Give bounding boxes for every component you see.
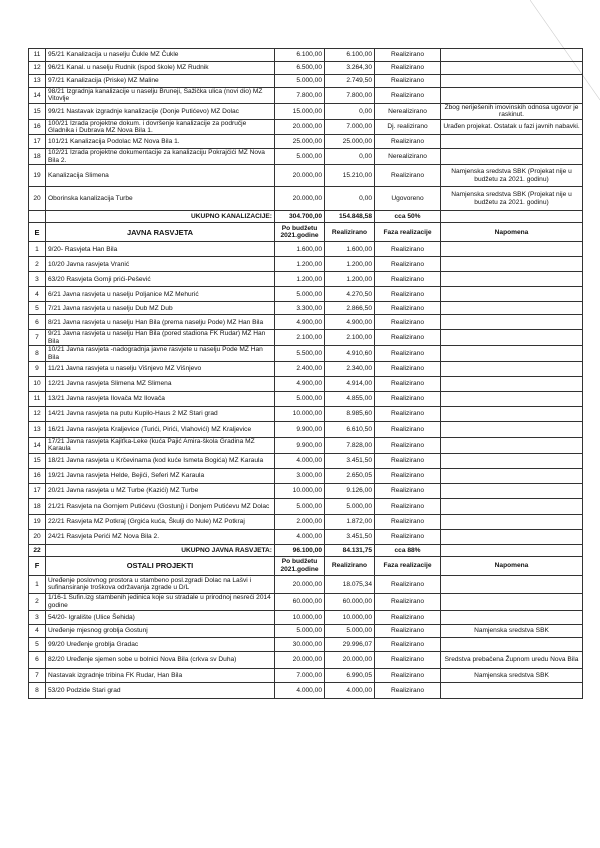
row-number: 2 xyxy=(29,257,46,272)
realized-amount: 9.126,00 xyxy=(325,483,375,498)
row-number: 3 xyxy=(29,610,46,624)
row-number: 5 xyxy=(29,302,46,315)
row-number: 1 xyxy=(29,575,46,593)
budget-amount: 20.000,00 xyxy=(275,119,325,135)
realized-amount: 6.990,05 xyxy=(325,668,375,682)
table-row xyxy=(29,119,583,135)
realization-phase: Realizirano xyxy=(375,49,441,62)
row-number: 8 xyxy=(29,346,46,362)
table-row xyxy=(29,651,583,668)
budget-amount: 2.100,00 xyxy=(275,330,325,346)
table-row xyxy=(29,377,583,392)
project-description: 99/20 Uređenje groblja Gradac xyxy=(46,637,275,651)
table-row xyxy=(29,529,583,544)
realized-amount: 2.866,50 xyxy=(325,302,375,315)
realization-phase: Realizirano xyxy=(375,624,441,637)
project-description: 14/21 Javna rasvjeta na putu Kupilo-Haus 2 MZ Stari grad xyxy=(46,407,275,422)
budget-amount: 10.000,00 xyxy=(275,407,325,422)
project-description: 13/21 Javna rasvjeta Ilovača Mz Ilovača xyxy=(46,392,275,407)
row-note xyxy=(441,272,583,287)
table-row xyxy=(29,165,583,187)
section-letter: E xyxy=(29,223,46,242)
realization-phase: Realizirano xyxy=(375,75,441,88)
budget-amount: 3.300,00 xyxy=(275,302,325,315)
row-note xyxy=(441,514,583,529)
budget-amount: 2.400,00 xyxy=(275,362,325,377)
row-number: 19 xyxy=(29,165,46,187)
realized-column-header: Realizirano xyxy=(325,556,375,575)
budget-report-page xyxy=(28,48,582,699)
realization-phase: Realizirano xyxy=(375,302,441,315)
realization-phase: Realizirano xyxy=(375,362,441,377)
project-description: Nastavak izgradnje tribina FK Rudar, Han Bila xyxy=(46,668,275,682)
budget-amount: 1.600,00 xyxy=(275,242,325,257)
row-number: 18 xyxy=(29,498,46,514)
realized-amount: 2.100,00 xyxy=(325,330,375,346)
realization-phase: Realizirano xyxy=(375,483,441,498)
row-number: 14 xyxy=(29,88,46,104)
realization-phase: Realizirano xyxy=(375,593,441,610)
budget-amount: 5.000,00 xyxy=(275,498,325,514)
realization-phase: Realizirano xyxy=(375,330,441,346)
realized-amount: 18.075,34 xyxy=(325,575,375,593)
table-row xyxy=(29,346,583,362)
row-note xyxy=(441,453,583,468)
budget-amount: 5.000,00 xyxy=(275,624,325,637)
table-row xyxy=(29,242,583,257)
realization-phase: Realizirano xyxy=(375,529,441,544)
realization-phase: Realizirano xyxy=(375,242,441,257)
table-row xyxy=(29,362,583,377)
row-number: 11 xyxy=(29,392,46,407)
row-number: 13 xyxy=(29,75,46,88)
table-row xyxy=(29,422,583,438)
project-description: 17/21 Javna rasvjeta Kajiťka-Leke (kuća Pajić Amira-škola Gradina MZ Karaula xyxy=(46,438,275,454)
row-note xyxy=(441,49,583,62)
realized-amount: 5.000,00 xyxy=(325,624,375,637)
row-number: 13 xyxy=(29,422,46,438)
project-description: 98/21 Izgradnja kanalizacije u naselju Bruneji, Sažička ulica (novi dio) MZ Vitovlje xyxy=(46,88,275,104)
project-description: 53/20 Podzide Stari grad xyxy=(46,682,275,698)
budget-amount: 2.000,00 xyxy=(275,514,325,529)
budget-amount: 6.500,00 xyxy=(275,62,325,75)
realized-amount: 3.451,50 xyxy=(325,453,375,468)
row-number: 19 xyxy=(29,514,46,529)
budget-amount: 60.000,00 xyxy=(275,593,325,610)
project-description: 54/20- Igralište (Ulice Šehida) xyxy=(46,610,275,624)
row-number: 12 xyxy=(29,62,46,75)
realized-amount: 2.749,50 xyxy=(325,75,375,88)
budget-amount: 9.900,00 xyxy=(275,438,325,454)
project-description: Uređenje mjesnog groblja Gostunj xyxy=(46,624,275,637)
row-note xyxy=(441,346,583,362)
realized-amount: 8.985,60 xyxy=(325,407,375,422)
row-number xyxy=(29,211,46,223)
row-note xyxy=(441,377,583,392)
project-description: 7/21 Javna rasvjeta u naselju Dub MZ Dub xyxy=(46,302,275,315)
realized-amount: 0,00 xyxy=(325,187,375,211)
row-note xyxy=(441,529,583,544)
budget-amount: 1.200,00 xyxy=(275,257,325,272)
budget-amount: 20.000,00 xyxy=(275,165,325,187)
table-row xyxy=(29,315,583,330)
row-note xyxy=(441,149,583,165)
table-row xyxy=(29,637,583,651)
realized-amount: 4.000,00 xyxy=(325,682,375,698)
section-letter: F xyxy=(29,556,46,575)
budget-amount: 4.000,00 xyxy=(275,529,325,544)
row-number: 20 xyxy=(29,529,46,544)
budget-amount: 20.000,00 xyxy=(275,575,325,593)
realized-amount: 1.872,00 xyxy=(325,514,375,529)
section-header-row xyxy=(29,556,583,575)
row-number: 16 xyxy=(29,119,46,135)
realized-amount: 0,00 xyxy=(325,103,375,119)
realized-amount: 6.100,00 xyxy=(325,49,375,62)
table-row xyxy=(29,610,583,624)
budget-column-header: Po budžetu 2021.godine xyxy=(275,556,325,575)
project-description: 11/21 Javna rasvjeta u naselju Višnjevo MZ Višnjevo xyxy=(46,362,275,377)
total-row xyxy=(29,211,583,223)
realization-phase: Realizirano xyxy=(375,88,441,104)
budget-amount: 9.900,00 xyxy=(275,422,325,438)
row-note xyxy=(441,575,583,593)
table-row xyxy=(29,257,583,272)
row-number: 10 xyxy=(29,377,46,392)
realization-phase: Realizirano xyxy=(375,62,441,75)
table-row xyxy=(29,682,583,698)
budget-amount: 5.000,00 xyxy=(275,75,325,88)
budget-amount: 5.000,00 xyxy=(275,149,325,165)
section-title: JAVNA RASVJETA xyxy=(46,223,275,242)
project-description: 20/21 Javna rasvjeta u MZ Turbe (Kazići) MZ Turbe xyxy=(46,483,275,498)
project-description: 1/16-1 Sufin.izg stambenih jedinica koje su stradale u prirodnoj nesreći 2014 godine xyxy=(46,593,275,610)
budget-amount: 5.500,00 xyxy=(275,346,325,362)
row-number: 4 xyxy=(29,287,46,302)
budget-amount: 15.000,00 xyxy=(275,103,325,119)
row-note: Namjenska sredstva SBK (Projekat nije u budžetu za 2021. godinu) xyxy=(441,165,583,187)
row-note xyxy=(441,302,583,315)
row-number: 4 xyxy=(29,624,46,637)
row-number: 12 xyxy=(29,407,46,422)
project-description: 24/21 Rasvjeta Perići MZ Nova Bila 2. xyxy=(46,529,275,544)
row-number: 5 xyxy=(29,637,46,651)
budget-column-header: Po budžetu 2021.godine xyxy=(275,223,325,242)
realized-amount: 1.600,00 xyxy=(325,242,375,257)
table-row xyxy=(29,149,583,165)
project-description: 63/20 Rasvjeta Gornji prići-Pešević xyxy=(46,272,275,287)
realized-amount: 2.340,00 xyxy=(325,362,375,377)
budget-amount: 7.000,00 xyxy=(275,668,325,682)
project-description: 21/21 Rasvjeta na Gornjem Putićevu (Gostunj) i Donjem Putićevu MZ Dolac xyxy=(46,498,275,514)
row-note xyxy=(441,88,583,104)
row-note xyxy=(441,135,583,149)
row-note: Namjenska sredstva SBK xyxy=(441,668,583,682)
budget-amount: 25.000,00 xyxy=(275,135,325,149)
table-row xyxy=(29,438,583,454)
budget-amount: 4.000,00 xyxy=(275,682,325,698)
project-description: 22/21 Rasvjeta MZ Potkraj (Grgića kuća, Škulji do Nule) MZ Potkraj xyxy=(46,514,275,529)
budget-amount: 20.000,00 xyxy=(275,651,325,668)
row-number: 17 xyxy=(29,135,46,149)
realization-phase: Realizirano xyxy=(375,514,441,529)
table-row xyxy=(29,624,583,637)
row-number: 15 xyxy=(29,103,46,119)
row-number: 3 xyxy=(29,272,46,287)
realized-amount: 7.828,00 xyxy=(325,438,375,454)
row-note xyxy=(441,392,583,407)
row-note xyxy=(441,544,583,556)
budget-amount: 4.900,00 xyxy=(275,377,325,392)
row-number: 18 xyxy=(29,149,46,165)
project-description: Oborinska kanalizacija Turbe xyxy=(46,187,275,211)
realization-phase: Realizirano xyxy=(375,453,441,468)
row-note: Namjenska sredstva SBK xyxy=(441,624,583,637)
project-description: 18/21 Javna rasvjeta u Krčevinama (kod kuće Ismeta Bogića) MZ Karaula xyxy=(46,453,275,468)
budget-table-body xyxy=(29,49,583,699)
budget-amount: 1.200,00 xyxy=(275,272,325,287)
total-row xyxy=(29,544,583,556)
project-description: Kanalizacija Slimena xyxy=(46,165,275,187)
budget-amount: 4.000,00 xyxy=(275,453,325,468)
table-row xyxy=(29,49,583,62)
table-row xyxy=(29,302,583,315)
total-percentage: cca 50% xyxy=(375,211,441,223)
table-row xyxy=(29,392,583,407)
table-row xyxy=(29,498,583,514)
table-row xyxy=(29,187,583,211)
row-note xyxy=(441,75,583,88)
row-note: Zbog neriješenih imovinskih odnosa ugovor je raskinut. xyxy=(441,103,583,119)
row-note: Namjenska sredstva SBK (Projekat nije u budžetu za 2021. godinu) xyxy=(441,187,583,211)
realized-amount: 7.000,00 xyxy=(325,119,375,135)
row-number: 16 xyxy=(29,468,46,483)
budget-amount: 10.000,00 xyxy=(275,610,325,624)
row-number: 15 xyxy=(29,453,46,468)
project-description: 12/21 Javna rasvjeta Slimena MZ Slimena xyxy=(46,377,275,392)
realization-phase: Realizirano xyxy=(375,392,441,407)
row-number: 8 xyxy=(29,682,46,698)
realization-phase: Realizirano xyxy=(375,438,441,454)
table-row xyxy=(29,668,583,682)
table-row xyxy=(29,514,583,529)
row-number: 20 xyxy=(29,187,46,211)
phase-column-header: Faza realizacije xyxy=(375,223,441,242)
realization-phase: Realizirano xyxy=(375,610,441,624)
row-note xyxy=(441,287,583,302)
project-description: Uređenje poslovnog prostora u stambeno posl.zgradi Dolac na Lašvi i sufinansiranje troškova održavanja zgrade u D/L xyxy=(46,575,275,593)
row-note: Sredstva prebačena Župnom uredu Nova Bila xyxy=(441,651,583,668)
row-number: 14 xyxy=(29,438,46,454)
realization-phase: Realizirano xyxy=(375,651,441,668)
project-description: 16/21 Javna rasvjeta Kraljevice (Turići, Pirići, Vlahovići) MZ Kraljevice xyxy=(46,422,275,438)
project-description: 6/21 Javna rasvjeta u naselju Poljanice MZ Mehurić xyxy=(46,287,275,302)
realized-amount: 15.210,00 xyxy=(325,165,375,187)
row-note xyxy=(441,610,583,624)
table-row xyxy=(29,468,583,483)
realization-phase: Realizirano xyxy=(375,575,441,593)
realized-column-header: Realizirano xyxy=(325,223,375,242)
project-description: 9/21 Javna rasvjeta u naselju Han Bila (pored stadiona FK Rudar) MZ Han Bila xyxy=(46,330,275,346)
row-number: 17 xyxy=(29,483,46,498)
realized-amount: 10.000,00 xyxy=(325,610,375,624)
realized-amount: 0,00 xyxy=(325,149,375,165)
table-row xyxy=(29,103,583,119)
project-description: 99/21 Nastavak izgradnje kanalizacije (Donje Putićevo) MZ Dolac xyxy=(46,103,275,119)
table-row xyxy=(29,483,583,498)
table-row xyxy=(29,75,583,88)
realization-phase: Realizirano xyxy=(375,135,441,149)
realization-phase: Realizirano xyxy=(375,668,441,682)
row-note xyxy=(441,362,583,377)
total-label: UKUPNO JAVNA RASVJETA: xyxy=(46,544,275,556)
total-label: UKUPNO KANALIZACIJE: xyxy=(46,211,275,223)
total-budget: 304.700,00 xyxy=(275,211,325,223)
realization-phase: Realizirano xyxy=(375,287,441,302)
row-note xyxy=(441,483,583,498)
realization-phase: Realizirano xyxy=(375,637,441,651)
realized-amount: 3.264,30 xyxy=(325,62,375,75)
realized-amount: 25.000,00 xyxy=(325,135,375,149)
realization-phase: Realizirano xyxy=(375,346,441,362)
total-realized: 154.848,58 xyxy=(325,211,375,223)
project-description: 97/21 Kanalizacija (Priske) MZ Maline xyxy=(46,75,275,88)
project-description: 9/20- Rasvjeta Han Bila xyxy=(46,242,275,257)
realization-phase: Realizirano xyxy=(375,272,441,287)
row-note xyxy=(441,315,583,330)
realization-phase: Nerealizirano xyxy=(375,103,441,119)
table-row xyxy=(29,135,583,149)
realized-amount: 29.996,07 xyxy=(325,637,375,651)
realization-phase: Realizirano xyxy=(375,468,441,483)
realized-amount: 3.451,50 xyxy=(325,529,375,544)
realization-phase: Realizirano xyxy=(375,257,441,272)
realization-phase: Realizirano xyxy=(375,422,441,438)
phase-column-header: Faza realizacije xyxy=(375,556,441,575)
realization-phase: Realizirano xyxy=(375,315,441,330)
realized-amount: 7.800,00 xyxy=(325,88,375,104)
project-description: 100/21 Izrada projektne dokum. i dovršenje kanalizacije za područje Gladnika i Dubrava MZ Nova Bila 1. xyxy=(46,119,275,135)
section-header-row xyxy=(29,223,583,242)
realized-amount: 1.200,00 xyxy=(325,257,375,272)
realization-phase: Ugovoreno xyxy=(375,187,441,211)
realized-amount: 5.000,00 xyxy=(325,498,375,514)
realization-phase: Realizirano xyxy=(375,377,441,392)
realized-amount: 4.910,60 xyxy=(325,346,375,362)
total-percentage: cca 88% xyxy=(375,544,441,556)
realization-phase: Nerealizirano xyxy=(375,149,441,165)
realized-amount: 60.000,00 xyxy=(325,593,375,610)
row-number: 7 xyxy=(29,330,46,346)
row-number: 1 xyxy=(29,242,46,257)
budget-amount: 7.800,00 xyxy=(275,88,325,104)
project-description: 96/21 Kanal. u naselju Rudnik (ispod škole) MZ Rudnik xyxy=(46,62,275,75)
budget-amount: 6.100,00 xyxy=(275,49,325,62)
row-note xyxy=(441,62,583,75)
row-number: 2 xyxy=(29,593,46,610)
table-row xyxy=(29,272,583,287)
realization-phase: Realizirano xyxy=(375,498,441,514)
realization-phase: Realizirano xyxy=(375,682,441,698)
budget-amount: 3.000,00 xyxy=(275,468,325,483)
table-row xyxy=(29,88,583,104)
row-note xyxy=(441,637,583,651)
row-number: 11 xyxy=(29,49,46,62)
note-column-header: Napomena xyxy=(441,223,583,242)
table-row xyxy=(29,575,583,593)
project-description: 101/21 Kanalizacija Podolac MZ Nova Bila 1. xyxy=(46,135,275,149)
realized-amount: 4.900,00 xyxy=(325,315,375,330)
row-note: Urađen projekat. Ostatak u fazi javnih nabavki. xyxy=(441,119,583,135)
realization-phase: Realizirano xyxy=(375,407,441,422)
row-number: 7 xyxy=(29,668,46,682)
realization-phase: Dj. realizirano xyxy=(375,119,441,135)
row-number: 22 xyxy=(29,544,46,556)
realized-amount: 2.650,05 xyxy=(325,468,375,483)
budget-table xyxy=(28,48,583,699)
total-budget: 96.100,00 xyxy=(275,544,325,556)
row-note xyxy=(441,211,583,223)
row-note xyxy=(441,682,583,698)
row-note xyxy=(441,593,583,610)
realized-amount: 20.000,00 xyxy=(325,651,375,668)
project-description: 102/21 Izrada projektne dokumentacije za kanalizaciju Pokrajčići MZ Nova Bila 2. xyxy=(46,149,275,165)
row-number: 6 xyxy=(29,651,46,668)
realized-amount: 4.855,00 xyxy=(325,392,375,407)
row-note xyxy=(441,330,583,346)
project-description: 10/20 Javna rasvjeta Vranić xyxy=(46,257,275,272)
realized-amount: 6.610,50 xyxy=(325,422,375,438)
project-description: 95/21 Kanalizacija u naselju Čukle MZ Čukle xyxy=(46,49,275,62)
row-note xyxy=(441,407,583,422)
table-row xyxy=(29,453,583,468)
row-number: 6 xyxy=(29,315,46,330)
row-note xyxy=(441,422,583,438)
realized-amount: 4.914,00 xyxy=(325,377,375,392)
row-note xyxy=(441,438,583,454)
table-row xyxy=(29,62,583,75)
row-note xyxy=(441,498,583,514)
note-column-header: Napomena xyxy=(441,556,583,575)
project-description: 8/21 Javna rasvjeta u naselju Han Bila (prema naselju Pode) MZ Han Bila xyxy=(46,315,275,330)
table-row xyxy=(29,330,583,346)
project-description: 82/20 Uređenje sjemen sobe u bolnici Nova Bila (crkva sv Duha) xyxy=(46,651,275,668)
realized-amount: 4.270,50 xyxy=(325,287,375,302)
row-note xyxy=(441,257,583,272)
budget-amount: 5.000,00 xyxy=(275,392,325,407)
table-row xyxy=(29,287,583,302)
realization-phase: Realizirano xyxy=(375,165,441,187)
row-note xyxy=(441,242,583,257)
table-row xyxy=(29,593,583,610)
budget-amount: 20.000,00 xyxy=(275,187,325,211)
realized-amount: 1.200,00 xyxy=(325,272,375,287)
row-number: 9 xyxy=(29,362,46,377)
project-description: 19/21 Javna rasvjeta Helde, Bejići, Seferi MZ Karaula xyxy=(46,468,275,483)
project-description: 10/21 Javna rasvjeta -nadogradnja javne rasvjete u naselju Pode MZ Han Bila xyxy=(46,346,275,362)
budget-amount: 5.000,00 xyxy=(275,287,325,302)
budget-amount: 30.000,00 xyxy=(275,637,325,651)
table-row xyxy=(29,407,583,422)
row-note xyxy=(441,468,583,483)
section-title: OSTALI PROJEKTI xyxy=(46,556,275,575)
budget-amount: 10.000,00 xyxy=(275,483,325,498)
total-realized: 84.131,75 xyxy=(325,544,375,556)
budget-amount: 4.900,00 xyxy=(275,315,325,330)
